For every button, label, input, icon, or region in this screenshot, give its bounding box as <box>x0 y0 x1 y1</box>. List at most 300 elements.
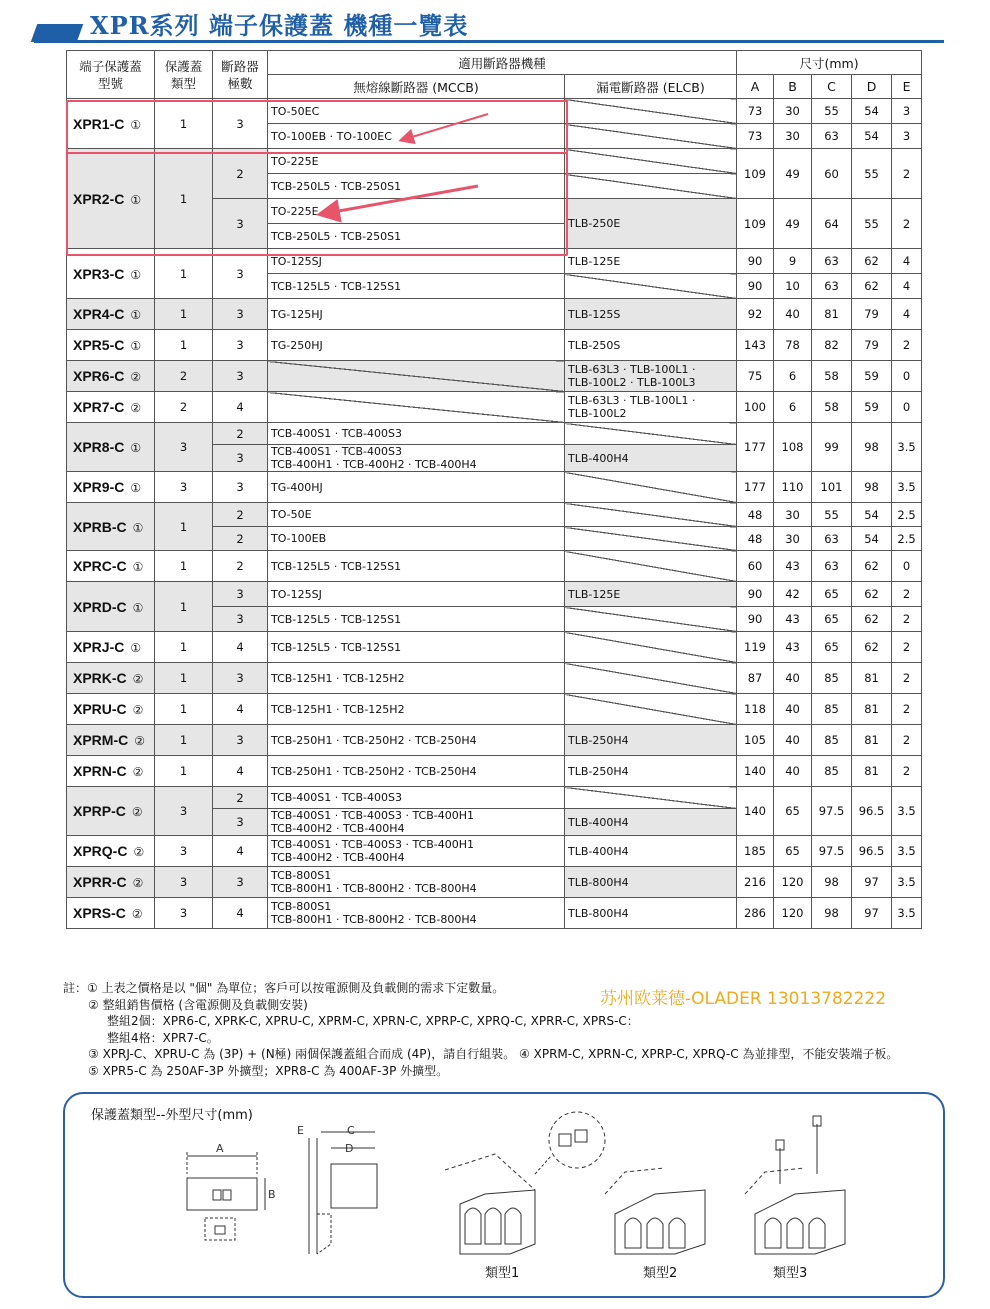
header-applicable: 適用斷路器機種 <box>268 51 737 75</box>
header-dim-col: B <box>774 75 812 99</box>
dimension-cell: 40 <box>774 725 812 756</box>
dimension-cell: 81 <box>852 694 892 725</box>
model-name: XPRN-C <box>73 763 127 779</box>
cover-type-cell: 1 <box>155 632 213 663</box>
poles-cell: 3 <box>213 249 268 299</box>
header-dim-col: A <box>737 75 774 99</box>
dimension-cell: 40 <box>774 756 812 787</box>
mccb-cell: TCB-125H1 · TCB-125H2 <box>268 694 565 725</box>
table-row <box>67 694 922 725</box>
dimension-cell: 79 <box>852 299 892 330</box>
mccb-cell: TO-225E <box>268 199 565 224</box>
dimension-cell: 49 <box>774 199 812 249</box>
elcb-cell: TLB-250H4 <box>565 725 737 756</box>
poles-cell: 2 <box>213 527 268 551</box>
dimension-cell: 90 <box>737 607 774 632</box>
model-name: XPR3-C <box>73 265 125 282</box>
poles-cell: 3 <box>213 809 268 836</box>
table-row <box>67 551 922 582</box>
dimension-cell: 73 <box>737 99 774 124</box>
dimension-cell: 9 <box>774 249 812 274</box>
model-cell <box>67 694 155 725</box>
dimension-cell: 0 <box>892 392 922 423</box>
poles-cell: 2 <box>213 423 268 445</box>
cover-type-cell: 3 <box>155 836 213 867</box>
dimension-cell: 3.5 <box>892 898 922 929</box>
model-name: XPRD-C <box>73 598 127 615</box>
cover-type-2-drawing <box>605 1168 705 1254</box>
dimension-cell: 120 <box>774 898 812 929</box>
model-cell <box>67 867 155 898</box>
dimension-cell: 185 <box>737 836 774 867</box>
model-name: XPRC-C <box>73 558 127 574</box>
dimension-cell: 62 <box>852 607 892 632</box>
dimension-cell: 54 <box>852 124 892 149</box>
dimension-cell: 109 <box>737 199 774 249</box>
dimension-cell: 75 <box>737 361 774 392</box>
model-cell <box>67 836 155 867</box>
model-name: XPR8-C <box>73 439 125 455</box>
dimension-cell: 87 <box>737 663 774 694</box>
arrow-icon <box>402 114 488 140</box>
cover-type-cell: 3 <box>155 472 213 503</box>
diagram-panel <box>63 1092 945 1298</box>
elcb-cell <box>565 527 737 551</box>
type-3-label: 類型3 <box>773 1266 808 1281</box>
elcb-cell: TLB-63L3 · TLB-100L1 · TLB-100L2 · TLB-100L3 <box>565 361 737 392</box>
dimension-cell: 3 <box>892 99 922 124</box>
model-name: XPRQ-C <box>73 843 128 859</box>
mccb-cell: TCB-125H1 · TCB-125H2 <box>268 663 565 694</box>
table-row <box>67 392 922 423</box>
cover-type-cell: 2 <box>155 392 213 423</box>
elcb-cell <box>565 472 737 503</box>
cover-type-cell: 2 <box>155 361 213 392</box>
mccb-cell: TCB-250H1 · TCB-250H2 · TCB-250H4 <box>268 725 565 756</box>
mccb-cell: TG-400HJ <box>268 472 565 503</box>
dimension-cell: 60 <box>812 149 852 199</box>
cover-type-cell: 1 <box>155 551 213 582</box>
elcb-cell: TLB-125S <box>565 299 737 330</box>
dimension-cell: 90 <box>737 249 774 274</box>
mccb-cell: TO-100EB · TO-100EC <box>268 124 565 149</box>
mccb-cell: TO-225E <box>268 149 565 174</box>
note-1: 註：① 上表之價格是以 "個" 為單位；客戶可以按電源側及負載側的需求下定數量。 <box>63 981 505 995</box>
dimension-cell: 10 <box>774 274 812 299</box>
dimension-cell: 65 <box>812 607 852 632</box>
dimension-cell: 55 <box>852 199 892 249</box>
dimension-cell: 48 <box>737 503 774 527</box>
model-note-mark: ① <box>130 339 142 353</box>
header-dims: 尺寸(mm) <box>737 51 922 75</box>
dimension-cell: 4 <box>892 299 922 330</box>
poles-cell: 4 <box>213 836 268 867</box>
poles-cell: 3 <box>213 867 268 898</box>
dimension-cell: 54 <box>852 99 892 124</box>
mccb-cell: TCB-400S1 · TCB-400S3 · TCB-400H1 TCB-400H2 · TCB-400H4 <box>268 809 565 836</box>
model-name: XPRR-C <box>73 874 127 890</box>
mccb-cell: TCB-400S1 · TCB-400S3 TCB-400H1 · TCB-400H2 · TCB-400H4 <box>268 445 565 472</box>
dimension-cell: 42 <box>774 582 812 607</box>
cover-type-1-drawing <box>445 1112 605 1254</box>
mccb-cell: TCB-250L5 · TCB-250S1 <box>268 174 565 199</box>
dimension-cell: 60 <box>737 551 774 582</box>
dimension-cell: 96.5 <box>852 836 892 867</box>
cover-type-cell: 1 <box>155 694 213 725</box>
poles-cell: 3 <box>213 472 268 503</box>
dimension-cell: 85 <box>812 725 852 756</box>
dim-label-e: E <box>297 1124 304 1137</box>
dimension-cell: 63 <box>812 551 852 582</box>
mccb-cell: TCB-400S1 · TCB-400S3 <box>268 423 565 445</box>
dimension-cell: 62 <box>852 551 892 582</box>
dimension-cell: 79 <box>852 330 892 361</box>
poles-cell: 3 <box>213 607 268 632</box>
header-poles: 斷路器 極數 <box>213 51 268 99</box>
dimension-cell: 85 <box>812 663 852 694</box>
header-model: 端子保護蓋 型號 <box>67 51 155 99</box>
elcb-cell: TLB-800H4 <box>565 898 737 929</box>
dimension-cell: 43 <box>774 607 812 632</box>
model-note-mark: ① <box>130 117 142 132</box>
dimension-cell: 92 <box>737 299 774 330</box>
mccb-cell: TO-100EB <box>268 527 565 551</box>
poles-cell: 3 <box>213 361 268 392</box>
dimension-cell: 55 <box>812 503 852 527</box>
model-note-mark: ① <box>130 267 142 282</box>
poles-cell: 4 <box>213 632 268 663</box>
model-name: XPR5-C <box>73 337 125 353</box>
dimension-cell: 2 <box>892 582 922 607</box>
cover-type-3-drawing <box>745 1116 845 1254</box>
dimension-cell: 120 <box>774 867 812 898</box>
elcb-cell <box>565 551 737 582</box>
mccb-cell: TCB-125L5 · TCB-125S1 <box>268 274 565 299</box>
poles-cell: 3 <box>213 445 268 472</box>
dimension-cell: 43 <box>774 551 812 582</box>
model-cell <box>67 551 155 582</box>
cover-type-cell: 1 <box>155 756 213 787</box>
model-cell <box>67 756 155 787</box>
dimension-cell: 3.5 <box>892 472 922 503</box>
model-note-mark: ② <box>134 734 145 748</box>
dimension-cell: 30 <box>774 527 812 551</box>
poles-cell: 2 <box>213 149 268 199</box>
table-row <box>67 632 922 663</box>
dimension-cell: 4 <box>892 249 922 274</box>
cover-type-cell: 1 <box>155 149 213 249</box>
model-note-mark: ① <box>130 641 142 655</box>
model-cell <box>67 503 155 551</box>
header-elcb: 漏電斷路器 (ELCB) <box>565 75 737 99</box>
dimension-cell: 99 <box>812 423 852 472</box>
model-name: XPRP-C <box>73 803 126 819</box>
dimension-cell: 82 <box>812 330 852 361</box>
dimension-cell: 98 <box>852 423 892 472</box>
elcb-cell: TLB-250E <box>565 199 737 249</box>
table-row <box>67 582 922 607</box>
dimension-cell: 85 <box>812 756 852 787</box>
model-note-mark: ① <box>130 441 142 455</box>
model-cell <box>67 423 155 472</box>
elcb-cell: TLB-400H4 <box>565 445 737 472</box>
table-row <box>67 503 922 527</box>
mccb-cell: TCB-125L5 · TCB-125S1 <box>268 551 565 582</box>
model-name: XPRJ-C <box>73 639 125 655</box>
page-title: XPR系列 端子保護蓋 機種一覽表 <box>90 11 469 40</box>
dimension-cell: 216 <box>737 867 774 898</box>
dimension-cell: 2 <box>892 756 922 787</box>
model-note-mark: ① <box>132 520 144 535</box>
elcb-cell <box>565 632 737 663</box>
table-row <box>67 725 922 756</box>
cover-type-cell: 3 <box>155 423 213 472</box>
cover-type-cell: 1 <box>155 330 213 361</box>
model-note-mark: ② <box>132 703 144 717</box>
dimension-cell: 177 <box>737 472 774 503</box>
model-name: XPRS-C <box>73 905 126 921</box>
model-note-mark: ① <box>130 308 142 322</box>
table-row <box>67 361 922 392</box>
dimension-cell: 55 <box>852 149 892 199</box>
elcb-cell <box>565 694 737 725</box>
table-row <box>67 299 922 330</box>
model-name: XPR9-C <box>73 479 125 495</box>
dim-label-a: A <box>216 1142 224 1155</box>
mccb-cell: TO-125SJ <box>268 582 565 607</box>
model-note-mark: ② <box>132 876 144 890</box>
note-3: ③ XPRJ-C、XPRU-C 為 (3P) + (N極) 兩個保護蓋組合而成 (4P)，請自行組裝。 ④ XPRM-C, XPRN-C, XPRP-C, XPRQ-C 為並排型，不能安裝端子板。 <box>88 1047 899 1061</box>
mccb-cell: TG-125HJ <box>268 299 565 330</box>
dimension-cell: 63 <box>812 124 852 149</box>
dimension-cell: 49 <box>774 149 812 199</box>
dimension-cell: 6 <box>774 392 812 423</box>
dimension-cell: 30 <box>774 99 812 124</box>
dimension-cell: 81 <box>812 299 852 330</box>
poles-cell: 4 <box>213 898 268 929</box>
model-name: XPRB-C <box>73 518 127 535</box>
mccb-cell: TCB-400S1 · TCB-400S3 <box>268 787 565 809</box>
type-1-label: 類型1 <box>485 1266 520 1281</box>
dim-label-b: B <box>268 1188 276 1201</box>
poles-cell: 3 <box>213 725 268 756</box>
table-row <box>67 756 922 787</box>
dimension-cell: 2.5 <box>892 527 922 551</box>
model-name: XPRU-C <box>73 701 127 717</box>
note-5: ⑤ XPR5-C 為 250AF-3P 外擴型；XPR8-C 為 400AF-3P 外擴型。 <box>88 1063 449 1078</box>
dimension-cell: 81 <box>852 725 892 756</box>
elcb-cell <box>565 607 737 632</box>
model-note-mark: ② <box>130 370 142 384</box>
elcb-cell <box>565 663 737 694</box>
front-view <box>187 1178 257 1210</box>
dimension-cell: 63 <box>812 274 852 299</box>
dimension-cell: 109 <box>737 149 774 199</box>
dimension-cell: 97 <box>852 898 892 929</box>
elcb-cell: TLB-63L3 · TLB-100L1 · TLB-100L2 <box>565 392 737 423</box>
model-name: XPR2-C <box>73 190 125 207</box>
dimension-cell: 2 <box>892 199 922 249</box>
type-2-label: 類型2 <box>643 1266 678 1281</box>
cover-type-cell: 1 <box>155 299 213 330</box>
elcb-cell: TLB-250S <box>565 330 737 361</box>
elcb-cell <box>565 503 737 527</box>
dimension-cell: 3.5 <box>892 836 922 867</box>
dimension-cell: 3.5 <box>892 867 922 898</box>
poles-cell: 2 <box>213 503 268 527</box>
table-row <box>67 867 922 898</box>
dimension-cell: 63 <box>812 249 852 274</box>
poles-cell: 2 <box>213 787 268 809</box>
dimension-cell: 97 <box>852 867 892 898</box>
dimension-cell: 65 <box>774 787 812 836</box>
dimension-cell: 30 <box>774 124 812 149</box>
dimension-cell: 78 <box>774 330 812 361</box>
dim-label-c: C <box>347 1124 355 1137</box>
note-2: ② 整組銷售價格 (含電源側及負載側安裝) <box>88 997 308 1012</box>
model-name: XPR4-C <box>73 306 125 322</box>
dimension-cell: 40 <box>774 663 812 694</box>
mccb-cell <box>268 361 565 392</box>
model-name: XPR7-C <box>73 399 125 415</box>
dimension-cell: 0 <box>892 361 922 392</box>
model-note-mark: ② <box>130 401 142 415</box>
dimension-cell: 62 <box>852 632 892 663</box>
dim-label-d: D <box>345 1142 354 1155</box>
cover-type-cell: 1 <box>155 249 213 299</box>
dimension-cell: 4 <box>892 274 922 299</box>
dimension-cell: 40 <box>774 694 812 725</box>
mccb-cell: TCB-250L5 · TCB-250S1 <box>268 224 565 249</box>
dimension-cell: 2 <box>892 149 922 199</box>
dimension-cell: 43 <box>774 632 812 663</box>
header-dim-col: D <box>852 75 892 99</box>
dimension-cell: 58 <box>812 392 852 423</box>
dimension-cell: 62 <box>852 274 892 299</box>
dimension-cell: 3.5 <box>892 423 922 472</box>
model-note-mark: ② <box>131 907 143 921</box>
dimension-cell: 62 <box>852 582 892 607</box>
mccb-cell: TO-125SJ <box>268 249 565 274</box>
model-cell <box>67 392 155 423</box>
table-row <box>67 423 922 445</box>
dimension-cell: 177 <box>737 423 774 472</box>
table-row <box>67 472 922 503</box>
elcb-cell <box>565 787 737 809</box>
dimension-cell: 30 <box>774 503 812 527</box>
dimension-cell: 90 <box>737 274 774 299</box>
cover-type-cell: 1 <box>155 99 213 149</box>
dimension-cell: 101 <box>812 472 852 503</box>
dimension-cell: 2 <box>892 607 922 632</box>
model-cell <box>67 663 155 694</box>
model-name: XPR6-C <box>73 368 125 384</box>
cover-type-cell: 3 <box>155 898 213 929</box>
elcb-cell <box>565 423 737 445</box>
header-mccb: 無熔線斷路器 (MCCB) <box>268 75 565 99</box>
mccb-cell: TO-50EC <box>268 99 565 124</box>
note-2b: 整組4格：XPR7-C。 <box>107 1030 219 1045</box>
dimension-cell: 3 <box>892 124 922 149</box>
dimension-cell: 40 <box>774 299 812 330</box>
poles-cell: 4 <box>213 756 268 787</box>
model-cell <box>67 361 155 392</box>
arrow-annotations <box>0 0 990 300</box>
model-cell <box>67 299 155 330</box>
mccb-cell <box>268 392 565 423</box>
dimension-cell: 98 <box>812 898 852 929</box>
mccb-cell: TCB-800S1 TCB-800H1 · TCB-800H2 · TCB-800H4 <box>268 898 565 929</box>
mccb-cell: TCB-125L5 · TCB-125S1 <box>268 632 565 663</box>
dimension-cell: 73 <box>737 124 774 149</box>
elcb-cell: TLB-400H4 <box>565 809 737 836</box>
dimension-cell: 96.5 <box>852 787 892 836</box>
model-name: XPRK-C <box>73 670 127 686</box>
cover-type-cell: 1 <box>155 725 213 756</box>
poles-cell: 4 <box>213 694 268 725</box>
dimension-cell: 3.5 <box>892 787 922 836</box>
dimension-cell: 59 <box>852 392 892 423</box>
dimension-cell: 105 <box>737 725 774 756</box>
table-row <box>67 663 922 694</box>
mccb-cell: TCB-250H1 · TCB-250H2 · TCB-250H4 <box>268 756 565 787</box>
mccb-cell: TCB-125L5 · TCB-125S1 <box>268 607 565 632</box>
dimension-cell: 2 <box>892 663 922 694</box>
mccb-cell: TO-50E <box>268 503 565 527</box>
dimension-cell: 48 <box>737 527 774 551</box>
mccb-cell: TCB-400S1 · TCB-400S3 · TCB-400H1 TCB-400H2 · TCB-400H4 <box>268 836 565 867</box>
dimension-cell: 2 <box>892 725 922 756</box>
dimension-cell: 119 <box>737 632 774 663</box>
model-cell <box>67 898 155 929</box>
mccb-cell: TG-250HJ <box>268 330 565 361</box>
model-cell <box>67 725 155 756</box>
dimension-cell: 98 <box>812 867 852 898</box>
elcb-cell: TLB-125E <box>565 249 737 274</box>
dimension-cell: 100 <box>737 392 774 423</box>
dimension-cell: 55 <box>812 99 852 124</box>
model-note-mark: ② <box>132 672 144 686</box>
mccb-cell: TCB-800S1 TCB-800H1 · TCB-800H2 · TCB-800H4 <box>268 867 565 898</box>
poles-cell: 3 <box>213 99 268 149</box>
dimension-cell: 65 <box>812 632 852 663</box>
poles-cell: 3 <box>213 330 268 361</box>
dimension-cell: 118 <box>737 694 774 725</box>
dimension-cell: 6 <box>774 361 812 392</box>
dimension-cell: 65 <box>812 582 852 607</box>
arrow-icon <box>322 186 478 214</box>
poles-cell: 3 <box>213 199 268 249</box>
header-cover-type: 保護蓋 類型 <box>155 51 213 99</box>
poles-cell: 4 <box>213 392 268 423</box>
dimension-cell: 98 <box>852 472 892 503</box>
dimension-cell: 2 <box>892 330 922 361</box>
dimension-cell: 63 <box>812 527 852 551</box>
poles-cell: 3 <box>213 299 268 330</box>
dimension-cell: 59 <box>852 361 892 392</box>
cover-type-cell: 1 <box>155 663 213 694</box>
dimension-cell: 2 <box>892 632 922 663</box>
model-cell <box>67 632 155 663</box>
dimension-cell: 0 <box>892 551 922 582</box>
side-view <box>331 1164 377 1208</box>
dimension-cell: 85 <box>812 694 852 725</box>
dimension-cell: 143 <box>737 330 774 361</box>
model-note-mark: ① <box>130 192 142 207</box>
cover-type-cell: 1 <box>155 503 213 551</box>
table-row <box>67 898 922 929</box>
dimension-cell: 81 <box>852 663 892 694</box>
